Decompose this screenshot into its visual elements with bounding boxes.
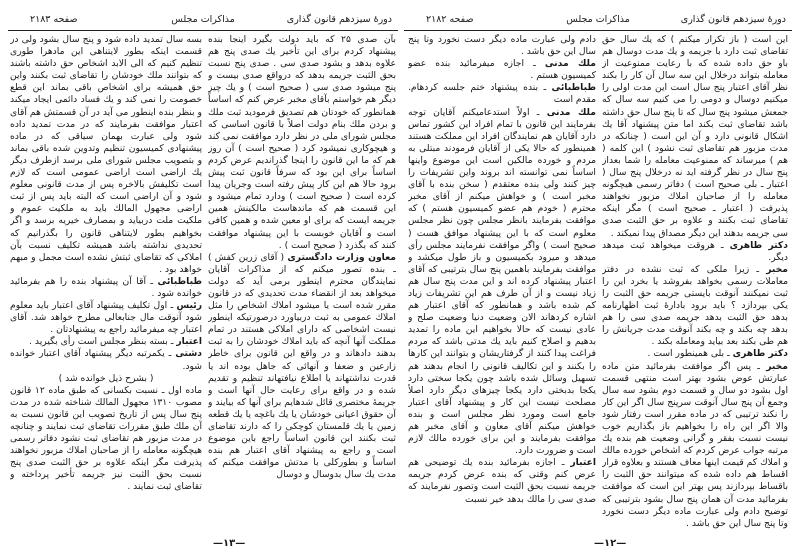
paragraph <box>408 457 596 505</box>
paragraph-text: دادم ولی عبارت ماده دیگر دست نخورد وتا پنج سال این حق باشد . <box>408 34 596 58</box>
paragraph <box>10 336 202 348</box>
paragraph-text: ـ آقا آن پیشنهاد بنده را هم بفرمائید خوانده شود . <box>10 275 202 299</box>
page-footer-number: —۱۲— <box>594 538 627 549</box>
header-session: دورهٔ سیزدهم قانون گذاری <box>286 14 392 25</box>
paragraph-text: ـ پس اگر موافقت بفرمائید متن ماده عبارتش عوض بشود بهتر است منتهی قسمت اول بشود دو سال و قسمت دوم بشود سه سال وجمع آن پنج سال آنوقت سرپنج سال اگر این کار را نکند ترتیبی که در ماده مقرر است رفتار شود والا اگر این راه را بخواهیم باز بگذاریم خوب نیست نسبت بفقر و گرانی وضعیت هم بنده یك مرتبه جواب عرض کردم که اشخاص خورده مالك و املاك کم قیمت اینها معاف هستند و بعلاوه قرار اقساط هم داده شده که میتوانند حق الثبت را باقساط بپردازند پس بهتر این است که موافقت بفرمائید مدت آن همان پنج سال بشود بترتیبی که توضیح دادم ولی عبارت ماده دیگر دست نخورد وتا پنج سال این حق باشد . <box>602 360 788 529</box>
paragraph <box>10 276 202 300</box>
paragraph <box>10 300 202 336</box>
paragraph-text: ـ زیرا ملکی که ثبت نشده در دفتر معاملات رسمی بخواهد بفروشد یا بخرد این را ثبت نمیکنند آنوقت بایستی جریمه حق الثبت را یکی بپردازد ؟ باید برود بادارهٔ ثبت اظهارنامه بدهد حق الثبت بدهد جریمه صدی سی را هم بدهد چه بکند و چه بکند آنوقت مدت جریانش را هم طی بکند بعد بیاید ومعامله بکند . <box>602 263 788 348</box>
paragraph-text: بسه سال تمدید داده شود و پنج سال بشود ولی در قسمت اینکه بطور لایتناهی این مادهرا طوری تنظیم کنیم که الی الابد اشخاص حق داشته باشند که بتوانند ملك خودشان را تقاضای ثبت بکنند واین حق همیشه برای اشخاص باقی بماند این قطع خصومت را نمی کند و یك فساد دائمی ایجاد میکند و بنظر بنده اینطور می آید در آن قسمتش هم آقای اعتبار موافقت بفرمایند که در مدت تمدید داده شود ولی عبارت بهمان سیاقی که در ماده پیشنهادی کمیسیون تنظیم وتدوین شده باقی بماند و بتصویب مجلس شورای ملی برسد ازطرف دیگر یك اراضی است اراضی عمومی است که لازم است تکلیفش بالاخره پس از مدت قانونی معلوم شود و آن اراضی است که البته باید پس از ثبت اراضی مجهول المالك باید به ملکیت عموم و ملکیت ملت دربیاید و بمصارف خیریه برسد و اگر بخواهیم بطور لایتناهی قانون را بگذرانیم که تحدیدی نداشته باشد همیشه تکلیف نسبت بآن املاکی که تقاضای ثبتش نشده است مجمل و مبهم خواهد بود . <box>10 34 202 275</box>
text-column <box>10 34 202 534</box>
paragraph <box>602 361 788 530</box>
paragraph-text: ـ بلی همینطور است . <box>647 348 733 360</box>
speaker-name: رئیس <box>176 300 202 312</box>
header-page-number: صفحه ۲۱۸۳ <box>30 14 78 25</box>
paragraph-text: ـ یکمرتبه دیگر پیشنهاد آقای اعتبار خوانده شود. <box>10 348 202 372</box>
paragraph <box>602 348 788 360</box>
page-footer-number: —۱۳— <box>213 538 246 549</box>
speaker-name: معاون وزارت دادگستری <box>287 251 396 263</box>
paragraph <box>10 373 202 385</box>
paragraph <box>208 252 396 482</box>
header-title: مذاکرات مجلس <box>566 14 630 25</box>
page-right <box>404 0 792 558</box>
page-left <box>8 0 398 558</box>
header-title: مذاکرات مجلس <box>171 14 235 25</box>
speaker-name: اعتبار <box>176 336 202 348</box>
page-header <box>404 12 792 31</box>
paragraph <box>408 82 596 106</box>
paragraph <box>602 34 788 240</box>
paragraph-text: ـ بسته بنظر مجلس است رأی بگیرید . <box>29 336 177 348</box>
paragraph-text: ـ اول تکلیف پیشنهاد آقای اعتبار باید معلوم شود آنوقت مال جنابعالی مطرح خواهد شد. آقای اعتبار چه میفرمائید راجع به پیشنهادتان . <box>10 300 202 336</box>
page-header <box>8 12 398 31</box>
text-column <box>408 34 596 534</box>
text-column <box>208 34 396 534</box>
paragraph-text: ـ بنده پیشنهاد ختم جلسه کردهام. مقدم است <box>408 82 596 106</box>
paragraph <box>10 34 202 276</box>
paragraph <box>408 107 596 458</box>
paragraph-text: ـ اولاً استدعامیکنم آقایان توجه بفرمایند این قانون با تمام افراد این کشور تماس دارد آقایان هم نمایندگان افراد این مملکت هستند همینطور که حالا یکی از آقایان فرمودند مبتلی به مردم و خورده مالکین است این موضوع واینها اساساً نمی توانسته اند بروند واین تشریفات را چیز کنند ولی بنده معتقدم ( سخن بنده با آقای مخبر است ) و خواهش میکنم از آقای مخبر محترم ( خودم هم عضو کمیسیون هستم ) که موافقت بفرمایند بانظر مجلس چون نظر مجلس معلوم است که با این پیشنهاد موافق هست ( صحیح است ) واگر موافقت نفرمایند مجلس رأی میدهد و میرود بکمیسیون و باز طول میکشد و موافقت بفرمایند باهمین پنج سال بترتیبی که آقای اعتبار پیشنهاد کرده اند و این مدت پنج سال هم زیاد نیست و از آن طرف هم این تشریفات زیاد کم شده باشد و همانطور که آقای اعتبار هم اشاره کردهاند الان وضعیت دنیا وضعیت صلح و عادی نیست که حالا بخواهیم این ماده را تمدید بدهیم و اصلاح کنیم باید یك مدتی باشد که مردم فراغت پیدا کنند از گرفتاریشان و بتوانند این کارها را بکنند و این تکالیف قانونی را انجام بدهند هم تسهیل وسائل شده باشد چون یکجا سختی دارد یکجا بدبختی دارد یکجا چیزهای دیگر دارد اصلاً مصلحت نیست این کار و پیشنهاد آقای اعتبار جامع است ومورد نظر مجلس است و بنده خواهش میکنم آقای معاون و آقای مخبر هم موافقت بفرمایند و این برای خورده مالك لازم است و ضرورت دارد. <box>408 106 596 457</box>
speaker-name: طباطبائی <box>551 82 596 94</box>
speaker-name: دکتر طاهری <box>729 239 788 251</box>
speaker-name: مخبر <box>766 360 788 372</box>
speaker-name: مخبر <box>766 263 788 275</box>
paragraph <box>408 58 596 82</box>
paragraph <box>10 385 202 494</box>
speaker-name: ملك مدنی <box>546 106 596 118</box>
header-session: دورهٔ سیزدهم قانون گذاری <box>680 14 786 25</box>
paragraph-text: بآن صدی ۲۵ که باید دولت بگیرد اینجا بنده پیشنهاد کردم برای این تأخیر یك صدی پنج هم علاوه بدهد و بشود صدی سی . صدی پنج نسبت بحق الثبت جریمه بدهد که درواقع صدی بیست و پنج میشود صدی سی ( صحیح است ) و یك چیز دیگر هم خواستم بآقای مخبر عرض کنم که اساساً همانطور که خودتان هم تصدیق فرمودید ثبت ملك و بردن ملك بنام دولت اصلاً با قانون اساسی که مجلس شورای ملی در نظر دارد موافقت نمی کند و هیچوکاری نمیشود کرد ( صحیح است ) آن روز هم که ما این قانون را اینجا گذراندیم عرض کردم اساساً برای این بود که سرفاً قانون ثبت پیش برود حالا هم این کار پیش رفته است وجریان پیدا کرده است ( صحیح است ) ودارد تمام میشود و این قسمت هم که ماندهاست مالکینش همین جریمه ایست که برای او معین شده و همین کافی است و آقایان خوبست با این پیشنهاد موافقت کنند که بگذرد ( صحیح است ) . <box>208 34 396 251</box>
text-column <box>602 34 788 534</box>
speaker-name: دکتر طاهری <box>732 348 788 360</box>
paragraph-text: ( آقای زرین کفش ) ـ بنده تصور میکنم که از مذاکرات آقایان نمایندگان محترم اینطور برمی آید که دولت میخواهد بعد از انقضاء مدت تحدیدی که در قانون مقرر شده است یا میشود املاك اشخاص را مثل املاك عمومی به ثبت دربیاورد درصورتیکه اینطور نیست اشخاصی که دارای املاکی هستند در تمام مملکت آنها آنچه که باید املاك خودشان را به ثبت بدهند دادهاند و در واقع این قانون برای خاطر زارعین و ضعفا و آنهائی که جاهل بوده اند یا قدرت نداشتهاند یا اطلاع نیافتهاند تنظیم و تقدیم شده و در واقع برای رعایت حال آنها است و جریمهٔ مختصری قائل شدهایم برای آنها که بیایند و آن حقوق اعیانی خودشان یا یك باغچه یا یك قطعه زمین یا یك قلمستان کوچکی را که دارند تقاضای ثبت بکنند این قانون اساساً راجع باین موضوع است و راجع به پیشنهاد آقای اعتبار هم بنده اساساً و بطورکلی با مدتش موافقت میکنم که مدت یك سال بدوسال و دوسال <box>208 251 396 481</box>
speaker-name: دشتی <box>175 348 202 360</box>
paragraph-text: ـ اجازه میفرمائید بنده عضو کمیسیون هستم . <box>408 58 596 82</box>
paragraph <box>208 34 396 252</box>
paragraph <box>408 34 596 58</box>
paragraph-text: ( بشرح ذیل خوانده شد ) <box>58 372 154 384</box>
paragraph-text: ـ هروقت میخواهد ثبت میدهد دیگر. <box>602 239 788 263</box>
speaker-name: ملك مدنی <box>544 58 596 70</box>
paragraph <box>602 240 788 264</box>
paragraph-text: این است ( باز تکرار میکنم ) که یك سال حق تقاضای ثبت دارد با جریمه و یك مدت دوسال هم باو حق داده شده که با رعایت ممنوعیت از معامله بتواند درخلال این سه سال آن کار را بکند نظر آقای اعتبار پنج سال است این مدت اولی را میکنیم دوسال و دومی را می کنیم سه سال که جمعش میشود پنج سال که تا پنج سال حق داشته باشد تقاضای ثبت بکند اما متن پیشنهاد آقا یك اشکال قانونی دارد و آن این است ( چنانکه در مدت مزبور هم تقاضای ثبت نشود ) این کلمه ( هم ) میرساند که ممنوعیت معامله را شما بعداز پنج سال در نظر گرفته اید نه درخلال پنج سال ( اعتبار ـ بلی صحیح است ) دفاتر رسمی هیچگونه معامله را از صاحبان املاك مزبور نخواهند پذیرفت ( اعتبار ـ صحیح است ) مگر اینکه تقاضای ثبت بکنند و علاوه بر حق الثبت صدی سی جریمه بدهند این دیگر مصداق پیدا نمیکند . <box>602 34 788 239</box>
speaker-name: طباطبائی <box>157 275 202 287</box>
header-page-number: صفحه ۲۱۸۲ <box>426 14 474 25</box>
paragraph-text: ماده اول ـ نسبت بکسانی که طبق ماده ۱۲ قانون مصوب ۱۳۱۰ مجهول المالك شناخته شده در مدت پنج سال پس از تاریخ تصویب این قانون نسبت به آن ملك طبق مقررات تقاضای ثبت نمایند و چنانچه در مدت مزبور هم تقاضای ثبت نشود دفاتر رسمی هیچگونه معامله را از صاحبان املاك مزبور نخواهند پذیرفت مگر اینکه علاوه بر حق الثبت صدی پنج نسبت بحق الثبت نیز جریمه تأخیر پرداخته و تقاضای ثبت نمایند . <box>10 384 202 493</box>
paragraph <box>602 264 788 349</box>
paragraph <box>10 348 202 372</box>
paragraph-text: ـ اجازه بفرمائید بنده یك توضیحی هم عرض کنم وقتی که بنده عرض کردم جریمه جریمه نسبت بحق الثبت است وتصور نفرمایند که صدی سی را مالك بدهد خیر نسبت <box>408 457 596 505</box>
speaker-name: اعتبار <box>570 457 596 469</box>
